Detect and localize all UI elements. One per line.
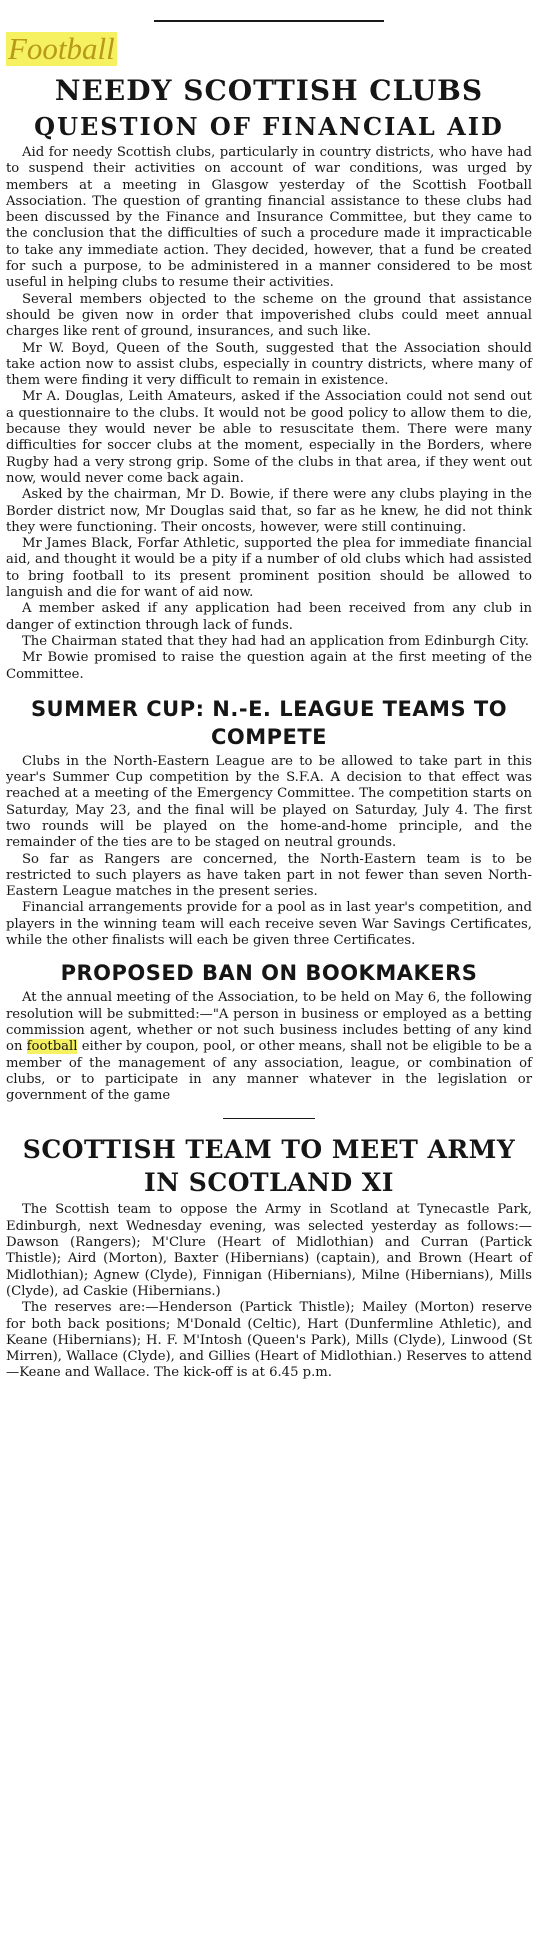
- highlighted-term: football: [26, 1039, 78, 1055]
- article-summer-cup: [6, 695, 532, 950]
- paragraph: The Chairman stated that they had had an application from Edinburgh City.: [22, 633, 529, 649]
- paragraph: The reserves are:—Henderson (Partick Thistle); Mailey (Morton) reserve for both back positions; M'Donald (Celtic), Hart (Dunfermline Athletic), and Keane (Hibernians); H. F. M'Intosh (Queen's Park), Mills (Clyde), Linwood (St Mirren), Wallace (Clyde), and Gillies (Heart of Midlothian.) Reserves to attend—Keane and Wallace. The kick-off is at 6.45 p.m.: [6, 1300, 532, 1381]
- article-needy-clubs: [6, 74, 532, 683]
- article-body: [6, 990, 532, 1104]
- section-divider: [223, 1118, 315, 1119]
- text-before-highlight: At the annual meeting of the Association, to be held on May 6, the following resolution will be submitted:—"A person in business or employed as a betting commission agent, whether or not such business includes betting of any kind on: [6, 990, 532, 1055]
- article-bookmakers: [6, 959, 532, 1104]
- headline-bookmakers: PROPOSED BAN ON BOOKMAKERS: [60, 961, 478, 986]
- section-label: Football: [8, 31, 115, 66]
- headline-needy-clubs: NEEDY SCOTTISH CLUBS: [54, 74, 484, 107]
- text-after-highlight: either by coupon, pool, or other means, shall not be eligible to be a member of the management of any association, league, or combination of clubs, or to participate in any manner whatever in the legislation or government of the game: [6, 1039, 532, 1104]
- paragraph: The Scottish team to oppose the Army in Scotland at Tynecastle Park, Edinburgh, next Wednesday evening, was selected yesterday as follows:—Dawson (Rangers); M'Clure (Heart of Midlothian) and Curran (Partick Thistle); Aird (Morton), Baxter (Hibernians) (captain), and Brown (Heart of Midlothian); Agnew (Clyde), Finnigan (Hibernians), Milne (Hibernians), Mills (Clyde), ad Caskie (Hibernians.): [6, 1202, 532, 1299]
- headline-summer-cup: SUMMER CUP: N.-E. LEAGUE TEAMS TO COMPETE: [30, 696, 508, 749]
- paragraph: A member asked if any application had been received from any club in danger of extinction through lack of funds.: [6, 601, 532, 633]
- paragraph: Clubs in the North-Eastern League are to be allowed to take part in this year's Summer Cup competition by the S.F.A. A decision to that effect was reached at a meeting of the Emergency Committee. The competition starts on Saturday, May 23, and the final will be played on Saturday, July 4. The first two rounds will be played on the home-and-home principle, and the remainder of the ties are to be staged on neutral grounds.: [6, 753, 532, 851]
- article-body: [6, 1202, 532, 1381]
- paragraph: [6, 990, 532, 1104]
- article-scottish-team: [6, 1133, 532, 1381]
- paragraph: Mr A. Douglas, Leith Amateurs, asked if the Association could not send out a questionnaire to the clubs. It would not be good policy to allow them to die, because they would never be able to resuscitate them. There were many difficulties for soccer clubs at the moment, especially in the Borders, where Rugby had a very strong grip. Some of the clubs in that area, if they went out now, would never come back again.: [6, 389, 532, 486]
- paragraph: Mr W. Boyd, Queen of the South, suggested that the Association should take action now to assist clubs, especially in country districts, where many of them were finding it very difficult to remain in existence.: [6, 340, 532, 389]
- paragraph: Mr Bowie promised to raise the question again at the first meeting of the Committee.: [6, 650, 532, 682]
- paragraph: Asked by the chairman, Mr D. Bowie, if there were any clubs playing in the Border district now, Mr Douglas said that, so far as he knew, he did not think they were functioning. Their oncosts, however, were still continuing.: [6, 487, 532, 535]
- paragraph: Mr James Black, Forfar Athletic, supported the plea for immediate financial aid, and thought it would be a pity if a number of old clubs which had assisted to bring football to its present prominent position should be allowed to languish and die for want of aid now.: [6, 536, 532, 601]
- top-rule: [154, 20, 384, 22]
- newspaper-clipping: [0, 20, 536, 1950]
- headline-scottish-team: SCOTTISH TEAM TO MEET ARMY IN SCOTLAND XI: [22, 1135, 516, 1198]
- paragraph: Financial arrangements provide for a pool as in last year's competition, and players in the winning team will each receive seven War Savings Certificates, while the other finalists will each be given three Certificates.: [6, 900, 532, 949]
- article-body: [6, 145, 532, 683]
- article-body: [6, 754, 532, 950]
- paragraph: Several members objected to the scheme on the ground that assistance should be given now in order that impoverished clubs could meet annual charges like rent of ground, insurances, and such like.: [6, 291, 532, 340]
- paragraph: So far as Rangers are concerned, the North-Eastern team is to be restricted to such players as have taken part in not fewer than seven North-Eastern League matches in the present series.: [6, 851, 532, 900]
- subheadline-financial-aid: QUESTION OF FINANCIAL AID: [34, 112, 504, 141]
- paragraph: Aid for needy Scottish clubs, particularly in country districts, who have had to suspend their activities on account of war conditions, was urged by members at a meeting in Glasgow yesterday of the Scottish Football Association. The question of granting financial assistance to these clubs had been discussed by the Finance and Insurance Committee, but they came to the conclusion that the difficulties of such a procedure made it impracticable to take any immediate action. They decided, however, that a fund be created for such a purpose, to be administered in a manner considered to be most useful in helping clubs to resume their activities.: [6, 145, 532, 291]
